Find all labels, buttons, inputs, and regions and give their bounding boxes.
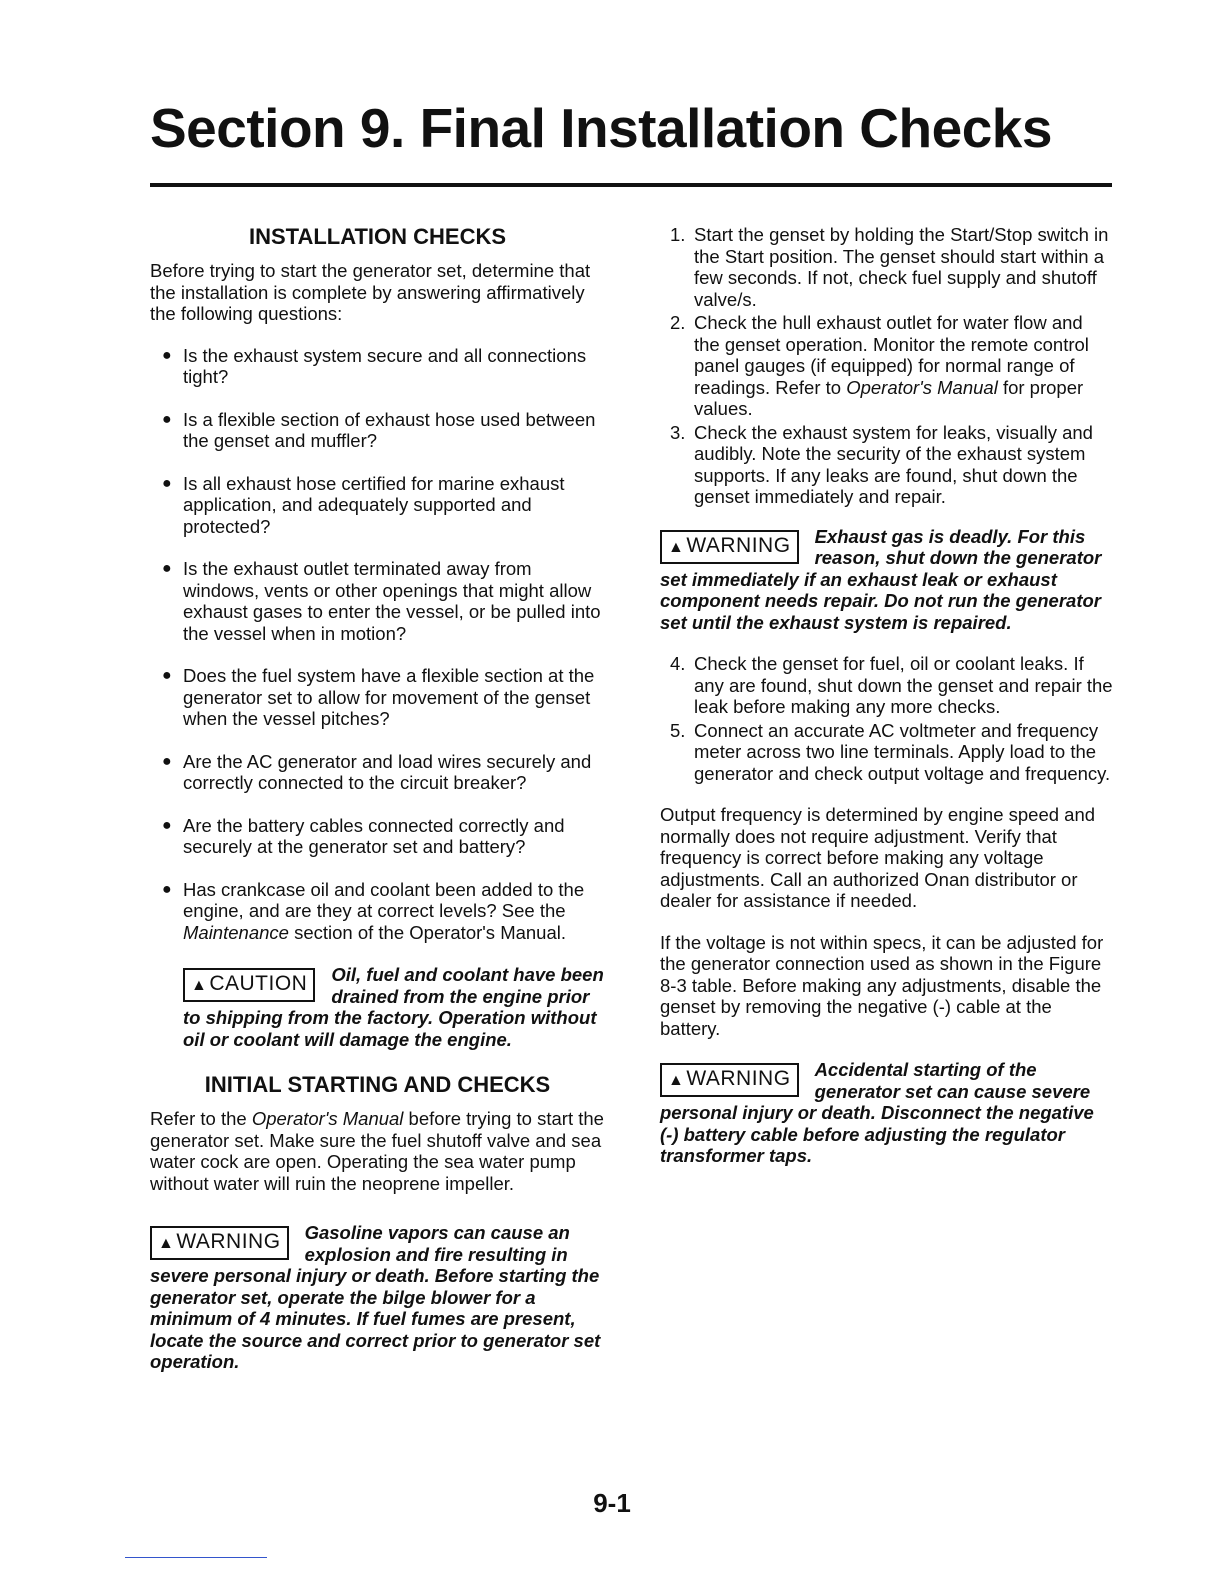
gasoline-warning-text: Gasoline vapors can cause an explosion and fire resulting in severe personal injury or death. Before starting the generator set, operate the bilge blower for a minimum of 4 minutes. If fuel fumes are present, locate the source and correct prior to generator set operation. (150, 1222, 601, 1372)
voltage-paragraph: If the voltage is not within specs, it can be adjusted for the generator connection used as shown in the Figure 8-3 table. Before making any adjustments, disable the genset by removing the negative (-) cable at the battery. (660, 931, 1104, 1039)
check-item: ● Has crankcase oil and coolant been added to the engine, and are they at correct levels? See the Maintenance section of the Operator's Manual. (162, 878, 585, 943)
initial-starting-heading: INITIAL STARTING AND CHECKS (204, 1072, 551, 1097)
bullet-icon: ● (162, 880, 172, 898)
bullet-icon: ● (162, 667, 172, 684)
bullet-icon: ● (162, 410, 172, 428)
check-item: ● Are the battery cables connected correctly and securely at the generator set and battery? (162, 814, 565, 857)
installation-checklist (150, 345, 605, 944)
step-item: 1. Start the genset by holding the Start/Stop switch in the Start position. The genset should start within a few seconds. If not, check fuel supply and shutoff valve/s. (670, 224, 1109, 310)
bullet-icon: ● (162, 752, 172, 770)
page-title: Section 9. Final Installation Checks (150, 97, 1052, 159)
warning-badge: ▲WARNING (660, 1063, 799, 1097)
gasoline-warning-box (150, 1222, 605, 1373)
step-item: 3. Check the exhaust system for leaks, visually and audibly. Note the security of the exhaust system supports. If any leaks are found, shut down the genset immediately and repair. (670, 421, 1093, 507)
caution-badge: ▲CAUTION (183, 968, 315, 1002)
bullet-icon: ● (162, 816, 172, 834)
warning-triangle-icon: ▲ (668, 1072, 685, 1089)
bullet-icon: ● (162, 346, 172, 364)
check-item: ● Are the AC generator and load wires securely and correctly connected to the circuit breaker? (162, 750, 592, 793)
right-column (660, 224, 1113, 1187)
exhaust-warning-box (660, 526, 1113, 634)
accidental-start-warning-box (660, 1059, 1113, 1167)
caution-box (183, 964, 605, 1050)
bullet-icon: ● (162, 560, 172, 577)
step-item: 2. Check the hull exhaust outlet for water flow and the genset operation. Monitor the remote control panel gauges (if equipped) for normal range of readings. Refer to Operator's Manual for proper values. (670, 312, 1089, 419)
bullet-icon: ● (162, 474, 172, 492)
starting-intro: Refer to the Operator's Manual before trying to start the generator set. Make sure the fuel shutoff valve and sea water cock are open. Operating the sea water pump without water will ruin the neoprene impeller. (150, 1108, 604, 1194)
exhaust-warning-text: Exhaust gas is deadly. For this reason, shut down the generator set immediately if an exhaust leak or exhaust component needs repair. Do not run the generator set until the exhaust system is repaired. (660, 525, 1102, 633)
warning-badge: ▲WARNING (660, 530, 799, 564)
check-item: ● Is the exhaust system secure and all connections tight? (162, 344, 587, 387)
step-item: 5. Connect an accurate AC voltmeter and frequency meter across two line terminals. Apply load to the generator and check output voltage and frequency. (670, 719, 1111, 784)
starting-steps (660, 224, 1113, 508)
warning-triangle-icon: ▲ (668, 538, 685, 556)
title-rule (150, 183, 1112, 187)
footer-line (125, 1557, 267, 1558)
check-item: ● Is all exhaust hose certified for marine exhaust application, and adequately supported and protected? (162, 472, 565, 537)
check-item: ● Does the fuel system have a flexible section at the generator set to allow for movement of the genset when the vessel pitches? (162, 665, 595, 729)
check-steps (660, 653, 1113, 784)
check-item: ● Is the exhaust outlet terminated away from windows, vents or other openings that might allow exhaust gases to enter the vessel, or be pulled into the vessel when in motion? (162, 558, 601, 644)
caution-text: Oil, fuel and coolant have been drained from the engine prior to shipping from the factory. Operation without oil or coolant will damage the engine. (183, 964, 604, 1050)
warning-badge: ▲WARNING (150, 1226, 289, 1260)
left-column (150, 224, 605, 1393)
step-item: 4. Check the genset for fuel, oil or coolant leaks. If any are found, shut down the genset and repair the leak before making any more checks. (670, 653, 1113, 717)
warning-triangle-icon: ▲ (191, 977, 208, 994)
output-frequency-paragraph: Output frequency is determined by engine speed and normally does not require adjustment. Verify that frequency is correct before making any voltage adjustments. Call an authorized Onan distributor or dealer for assistance if needed. (660, 804, 1096, 911)
check-item: ● Is a flexible section of exhaust hose used between the genset and muffler? (162, 408, 596, 451)
page-number: 9-1 (593, 1488, 631, 1518)
installation-checks-heading: INSTALLATION CHECKS (248, 224, 507, 249)
warning-triangle-icon: ▲ (158, 1235, 175, 1252)
installation-intro: Before trying to start the generator set, determine that the installation is complete by answering affirmatively the following questions: (150, 260, 591, 324)
accidental-start-warning-text: Accidental starting of the generator set can cause severe personal injury or death. Disconnect the negative (-) battery cable before adjusting the regulator transformer taps. (660, 1059, 1094, 1166)
